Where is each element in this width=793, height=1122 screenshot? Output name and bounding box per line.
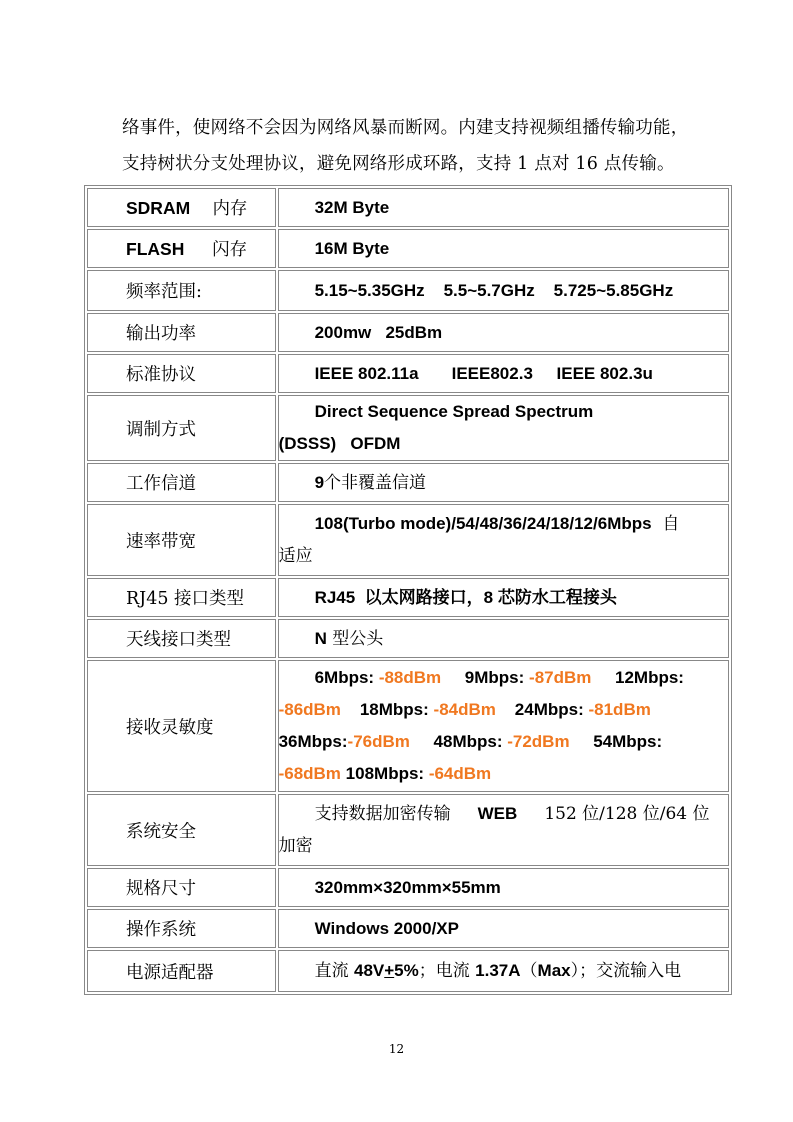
table-row xyxy=(87,188,729,227)
table-row xyxy=(87,950,729,992)
intro-line-2: 支持树状分支处理协议，避免网络形成环路，支持 1 点对 16 点传输。 xyxy=(122,154,675,174)
table-row xyxy=(87,619,729,658)
channel-value: 9个非覆盖信道 xyxy=(314,472,427,493)
antenna-value: N 型公头 xyxy=(314,628,384,649)
modulation-label: 调制方式 xyxy=(126,419,196,440)
adapter-label: 电源适配器 xyxy=(126,962,214,983)
adapter-value: 直流 48V+5%；电流 1.37A（Max）；交流输入电 xyxy=(314,961,682,981)
standard-value: IEEE 802.11a IEEE802.3 IEEE 802.3u xyxy=(314,363,653,383)
power-label: 输出功率 xyxy=(126,324,196,344)
rj45-label: RJ45 接口类型 xyxy=(126,589,245,609)
power-value: 200mw 25dBm xyxy=(314,322,443,342)
table-row xyxy=(87,794,729,866)
spec-table xyxy=(84,185,732,995)
flash-value: 16M Byte xyxy=(314,238,390,258)
page-number: 12 xyxy=(388,1042,405,1056)
intro-line-1: 络事件，使网络不会因为网络风暴而断网。内建支持视频组播传输功能， xyxy=(122,118,689,138)
table-row xyxy=(87,395,729,461)
standard-label: 标准协议 xyxy=(126,365,196,385)
table-row xyxy=(87,504,729,576)
table-row xyxy=(87,463,729,502)
table-row xyxy=(87,909,729,948)
table-row xyxy=(87,313,729,352)
flash-label: FLASH 闪存 xyxy=(126,239,248,260)
sensitivity-value: 6Mbps: -88dBm 9Mbps: -87dBm 12Mbps: -86dBm 18Mbps: -84dBm 24Mbps: -81dBm 36Mbps:-76dBm 48Mbps: -72dBm 54Mbps: -68dBm 108Mbps: -64dBm xyxy=(278,668,684,783)
table-row xyxy=(87,229,729,268)
freq-label: 频率范围: xyxy=(126,282,202,302)
os-label: 操作系统 xyxy=(126,920,196,940)
antenna-label: 天线接口类型 xyxy=(126,630,231,650)
sdram-value: 32M Byte xyxy=(314,197,390,217)
table-row xyxy=(87,660,729,792)
freq-value: 5.15~5.35GHz 5.5~5.7GHz 5.725~5.85GHz xyxy=(314,280,674,300)
security-value: 支持数据加密传输 WEB 152 位/128 位/64 位 加密 xyxy=(278,804,710,856)
table-row xyxy=(87,354,729,393)
table-row xyxy=(87,578,729,617)
table-row xyxy=(87,270,729,311)
modulation-value: Direct Sequence Spread Spectrum (DSSS) OFDM xyxy=(278,402,594,453)
table-row xyxy=(87,868,729,907)
rj45-value: RJ45 以太网路接口，8 芯防水工程接头 xyxy=(314,587,617,607)
sensitivity-label: 接收灵敏度 xyxy=(126,717,214,738)
rate-value: 108(Turbo mode)/54/48/36/24/18/12/6Mbps 自 适应 xyxy=(278,514,680,566)
os-value: Windows 2000/XP xyxy=(314,918,459,938)
channel-label: 工作信道 xyxy=(126,474,196,494)
security-label: 系统安全 xyxy=(126,821,196,842)
sdram-label: SDRAM 内存 xyxy=(126,198,248,219)
rate-label: 速率带宽 xyxy=(126,531,196,552)
size-label: 规格尺寸 xyxy=(126,879,196,899)
size-value: 320mm×320mm×55mm xyxy=(314,877,501,897)
